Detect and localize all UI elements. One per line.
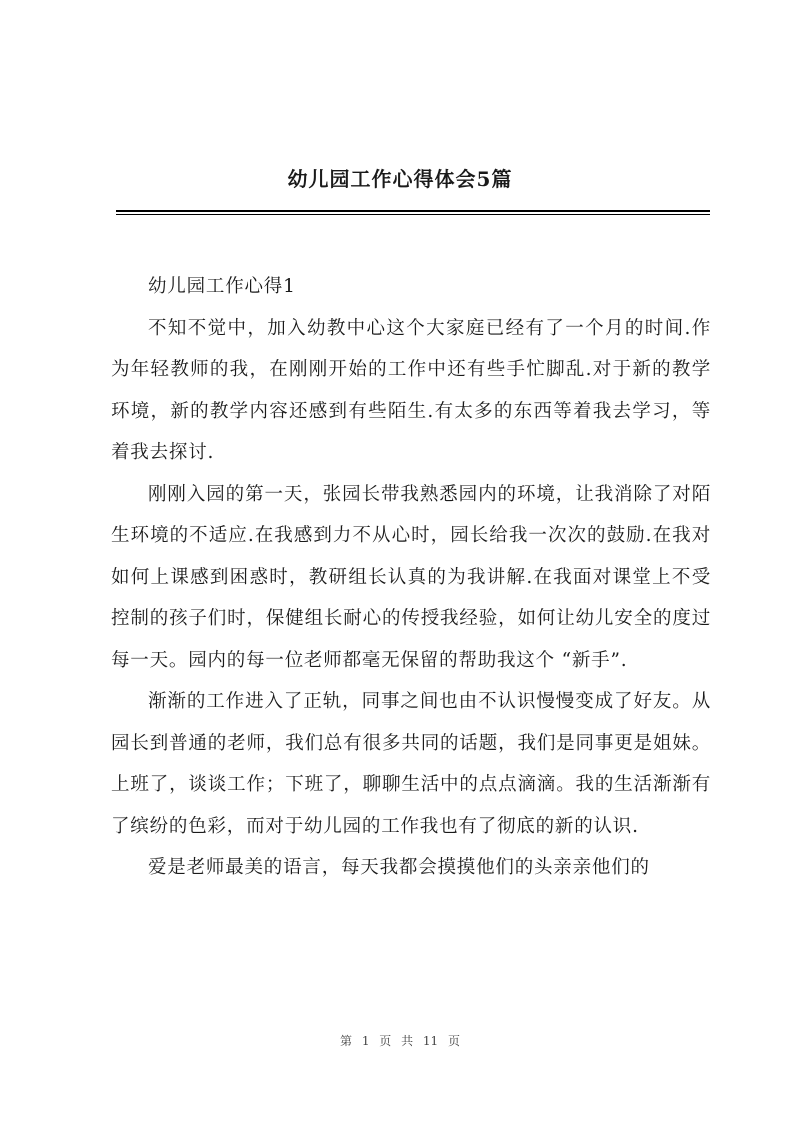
paragraph: 不知不觉中，加入幼教中心这个大家庭已经有了一个月的时间.作为年轻教师的我，在刚刚开始的工作中还有些手忙脚乱.对于新的教学环境，新的教学内容还感到有些陌生.有太多的东西等着我去学习，等着我去探讨. (111, 317, 711, 463)
document-title: 幼儿园工作心得体会5篇 (287, 167, 513, 191)
title-rule-thick (116, 210, 710, 212)
paragraph: 渐渐的工作进入了正轨，同事之间也由不认识慢慢变成了好友。从园长到普通的老师，我们总有很多共同的话题，我们是同事更是姐妹。上班了，谈谈工作；下班了，聊聊生活中的点点滴滴。我的生活渐渐有了缤纷的色彩，而对于幼儿园的工作我也有了彻底的新的认识. (111, 691, 711, 837)
section-heading: 幼儿园工作心得1 (148, 276, 296, 297)
document-body (111, 266, 711, 889)
paragraph: 刚刚入园的第一天，张园长带我熟悉园内的环境，让我消除了对陌生环境的不适应.在我感到力不从心时，园长给我一次次的鼓励.在我对如何上课感到困惑时，教研组长认真的为我讲解.在我面对课堂上不受控制的孩子们时，保健组长耐心的传授我经验，如何让幼儿安全的度过每一天。园内的每一位老师都毫无保留的帮助我这个 “新手”. (111, 483, 711, 671)
paragraph: 爱是老师最美的语言，每天我都会摸摸他们的头亲亲他们的 (148, 857, 650, 878)
page-footer: 第 1 页 共 11 页 (340, 1034, 460, 1048)
title-rule-thin (116, 214, 710, 215)
